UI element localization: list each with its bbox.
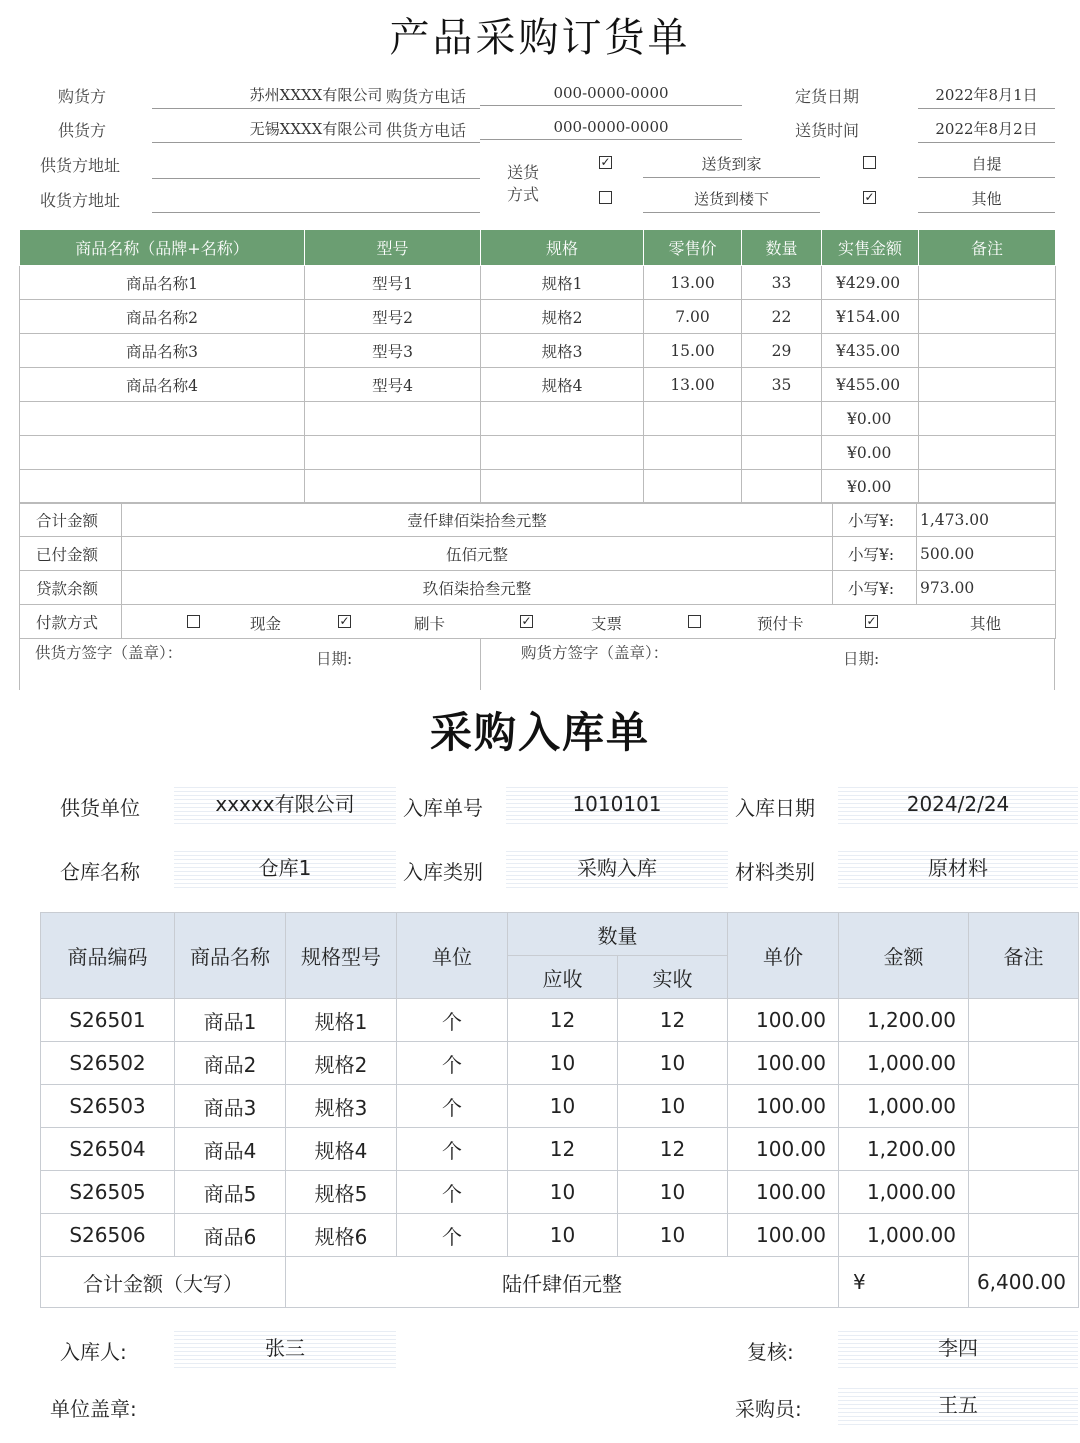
purchaser-label: 采购员: <box>735 1397 802 1421</box>
cell-remark <box>919 266 1056 300</box>
delivery-option-pickup: 自提 <box>918 153 1055 178</box>
cell-spec: 规格6 <box>286 1214 397 1257</box>
cell-unit-price: 100.00 <box>728 1128 839 1171</box>
cell-remark <box>969 1128 1079 1171</box>
order-table-header <box>20 230 1056 266</box>
cell-model <box>305 436 481 470</box>
cell-qty-due: 10 <box>508 1171 618 1214</box>
receipt-total: 6,400.00 <box>969 1257 1079 1308</box>
reviewer-field[interactable]: 李四 <box>838 1328 1078 1368</box>
cell-unit-price: 100.00 <box>728 1042 839 1085</box>
card-checkbox[interactable]: ✓ <box>339 614 350 628</box>
order-date-field[interactable]: 2022年8月1日 <box>918 84 1055 109</box>
paid-words: 伍佰元整 <box>122 537 833 571</box>
supplier-label: 供货方 <box>58 121 107 140</box>
delivery-option-other: 其他 <box>918 188 1055 213</box>
payment-prepaid-card: 预付卡 <box>757 615 804 633</box>
payment-other: 其他 <box>970 615 1002 633</box>
cell-spec: 规格1 <box>481 266 644 300</box>
cell-qty-due: 10 <box>508 1042 618 1085</box>
receiver-label: 入库人: <box>60 1340 127 1364</box>
balance-small: 973.00 <box>917 571 1056 605</box>
cell-remark <box>969 999 1079 1042</box>
receipt-currency: ¥ <box>839 1257 969 1308</box>
cell-product-name: 商品名称1 <box>20 266 305 300</box>
receipt-no-field[interactable]: 1010101 <box>506 784 728 824</box>
cell-code: S26506 <box>41 1214 175 1257</box>
order-item-row <box>20 300 1056 334</box>
cell-remark <box>919 402 1056 436</box>
total-words: 壹仟肆佰柒拾叁元整 <box>122 503 833 537</box>
warehouse-field[interactable]: 仓库1 <box>174 848 396 888</box>
receipt-total-words: 陆仟肆佰元整 <box>286 1257 839 1308</box>
cell-name: 商品4 <box>175 1128 286 1171</box>
prepaid-card-checkbox[interactable] <box>688 615 701 628</box>
cell-remark <box>919 334 1056 368</box>
receipt-date-label: 入库日期 <box>735 796 815 820</box>
buyer-phone-field[interactable]: 000-0000-0000 <box>480 84 742 106</box>
cell-spec: 规格3 <box>286 1085 397 1128</box>
cell-amount: 1,000.00 <box>839 1042 969 1085</box>
balance-words: 玖佰柒拾叁元整 <box>122 571 833 605</box>
order-form <box>0 0 1080 692</box>
delivery-method-label-2: 方式 <box>507 185 540 204</box>
cell-retail-price: 7.00 <box>644 300 742 334</box>
balance-small-label: 小写¥: <box>833 571 917 605</box>
home-delivery-checkbox[interactable]: ✓ <box>600 155 611 169</box>
cheque-checkbox[interactable]: ✓ <box>521 614 532 628</box>
order-item-row <box>20 436 1056 470</box>
cell-qty-actual: 10 <box>618 1171 728 1214</box>
receiver-address-field[interactable] <box>152 212 480 213</box>
delivery-option-downstairs: 送货到楼下 <box>643 188 820 213</box>
cell-qty-due: 12 <box>508 1128 618 1171</box>
delivery-option-home: 送货到家 <box>643 153 820 178</box>
balance-row <box>20 571 1056 605</box>
cell-unit-price: 100.00 <box>728 999 839 1042</box>
balance-label: 贷款余额 <box>20 571 122 605</box>
payment-row <box>20 605 1056 639</box>
cell-name: 商品1 <box>175 999 286 1042</box>
col-spec: 规格 <box>481 230 644 266</box>
col-amount: 金额 <box>839 913 969 999</box>
col-qty: 数量 <box>508 913 728 956</box>
supplier-address-label: 供货方地址 <box>40 156 121 175</box>
other-delivery-checkbox[interactable]: ✓ <box>864 190 875 204</box>
receipt-items-table <box>40 912 1079 1308</box>
col-spec-model: 规格型号 <box>286 913 397 999</box>
cell-qty-actual: 10 <box>618 1042 728 1085</box>
cell-spec <box>481 436 644 470</box>
cell-qty-due: 10 <box>508 1214 618 1257</box>
stamp-label: 单位盖章: <box>50 1397 137 1421</box>
order-item-row <box>20 368 1056 402</box>
order-title: 产品采购订货单 <box>389 15 691 61</box>
cell-retail-price <box>644 470 742 504</box>
col-code: 商品编码 <box>41 913 175 999</box>
cell-name: 商品5 <box>175 1171 286 1214</box>
order-item-row <box>20 470 1056 504</box>
col-receipt-remark: 备注 <box>969 913 1079 999</box>
supplier-address-field[interactable] <box>152 178 480 179</box>
supplier-phone-label: 供货方电话 <box>386 121 467 140</box>
cell-qty-actual: 12 <box>618 1128 728 1171</box>
cell-quantity: 29 <box>742 334 822 368</box>
cell-name: 商品6 <box>175 1214 286 1257</box>
cell-sale-amount: ¥154.00 <box>822 300 919 334</box>
downstairs-delivery-checkbox[interactable] <box>599 191 612 204</box>
receipt-form <box>0 692 1080 1443</box>
cell-code: S26505 <box>41 1171 175 1214</box>
cell-retail-price: 15.00 <box>644 334 742 368</box>
total-row <box>20 503 1056 537</box>
cell-retail-price: 13.00 <box>644 368 742 402</box>
cell-unit-price: 100.00 <box>728 1085 839 1128</box>
total-small-label: 小写¥: <box>833 503 917 537</box>
other-payment-checkbox[interactable]: ✓ <box>866 614 877 628</box>
cell-remark <box>969 1171 1079 1214</box>
order-totals-table <box>19 502 1056 639</box>
delivery-method-label: 送货 <box>507 163 540 182</box>
total-small: 1,473.00 <box>917 503 1056 537</box>
cell-product-name <box>20 436 305 470</box>
sign-border-mid <box>480 638 481 690</box>
cell-name: 商品2 <box>175 1042 286 1085</box>
cell-amount: 1,200.00 <box>839 999 969 1042</box>
cash-checkbox[interactable] <box>187 615 200 628</box>
col-qty-due: 应收 <box>508 956 618 999</box>
cell-name: 商品3 <box>175 1085 286 1128</box>
paid-label: 已付金额 <box>20 537 122 571</box>
cell-quantity: 22 <box>742 300 822 334</box>
receipt-item-row <box>41 1085 1079 1128</box>
cell-code: S26502 <box>41 1042 175 1085</box>
receipt-item-row <box>41 1214 1079 1257</box>
cell-product-name <box>20 402 305 436</box>
buyer-phone-label: 购货方电话 <box>386 87 467 106</box>
reviewer-label: 复核: <box>747 1340 794 1364</box>
sign-border-left <box>19 638 20 690</box>
col-remark: 备注 <box>919 230 1056 266</box>
cell-spec: 规格5 <box>286 1171 397 1214</box>
cell-retail-price <box>644 436 742 470</box>
order-item-row <box>20 266 1056 300</box>
order-date-label: 定货日期 <box>795 87 860 106</box>
col-unit-price: 单价 <box>728 913 839 999</box>
cell-unit: 个 <box>397 1128 508 1171</box>
col-quantity: 数量 <box>742 230 822 266</box>
cell-spec: 规格3 <box>481 334 644 368</box>
cell-qty-due: 12 <box>508 999 618 1042</box>
receipt-item-row <box>41 999 1079 1042</box>
cell-sale-amount: ¥0.00 <box>822 436 919 470</box>
cell-model <box>305 402 481 436</box>
payment-card: 刷卡 <box>414 615 446 633</box>
cell-unit-price: 100.00 <box>728 1214 839 1257</box>
cell-model: 型号3 <box>305 334 481 368</box>
cell-product-name <box>20 470 305 504</box>
order-item-row <box>20 402 1056 436</box>
buyer-sign-date-label: 日期: <box>843 650 880 668</box>
cell-unit: 个 <box>397 1214 508 1257</box>
receipt-item-row <box>41 1128 1079 1171</box>
col-qty-actual: 实收 <box>618 956 728 999</box>
paid-small-label: 小写¥: <box>833 537 917 571</box>
cell-qty-actual: 12 <box>618 999 728 1042</box>
cell-model: 型号4 <box>305 368 481 402</box>
cell-product-name: 商品名称3 <box>20 334 305 368</box>
col-unit: 单位 <box>397 913 508 999</box>
receipt-total-row <box>41 1257 1079 1308</box>
payment-label: 付款方式 <box>20 605 122 639</box>
cell-spec: 规格4 <box>286 1128 397 1171</box>
cell-product-name: 商品名称4 <box>20 368 305 402</box>
cell-spec: 规格1 <box>286 999 397 1042</box>
cell-remark <box>969 1214 1079 1257</box>
receipt-total-label: 合计金额（大写） <box>41 1257 286 1308</box>
cell-remark <box>919 470 1056 504</box>
sign-border-right <box>1054 638 1055 690</box>
cell-spec: 规格2 <box>286 1042 397 1085</box>
col-model: 型号 <box>305 230 481 266</box>
cell-model <box>305 470 481 504</box>
cell-quantity: 35 <box>742 368 822 402</box>
order-items-table <box>19 229 1056 504</box>
col-sale-amount: 实售金额 <box>822 230 919 266</box>
cell-remark <box>969 1085 1079 1128</box>
cell-remark <box>919 300 1056 334</box>
receiver-field[interactable]: 张三 <box>174 1328 396 1368</box>
col-product-name: 商品名称（品牌+名称） <box>20 230 305 266</box>
cell-spec <box>481 402 644 436</box>
payment-options <box>122 605 1056 639</box>
cell-retail-price <box>644 402 742 436</box>
paid-row <box>20 537 1056 571</box>
delivery-time-field[interactable]: 2022年8月2日 <box>918 118 1055 143</box>
cell-quantity <box>742 470 822 504</box>
cell-spec: 规格4 <box>481 368 644 402</box>
cell-qty-actual: 10 <box>618 1085 728 1128</box>
cell-sale-amount: ¥0.00 <box>822 402 919 436</box>
cell-unit-price: 100.00 <box>728 1171 839 1214</box>
paid-small: 500.00 <box>917 537 1056 571</box>
col-retail-price: 零售价 <box>644 230 742 266</box>
receipt-title: 采购入库单 <box>429 708 650 757</box>
material-type-field[interactable]: 原材料 <box>838 848 1078 888</box>
receipt-item-row <box>41 1171 1079 1214</box>
receipt-item-row <box>41 1042 1079 1085</box>
delivery-time-label: 送货时间 <box>795 121 860 140</box>
cell-sale-amount: ¥435.00 <box>822 334 919 368</box>
supplier-unit-label: 供货单位 <box>60 796 140 820</box>
cell-unit: 个 <box>397 1042 508 1085</box>
cell-model: 型号2 <box>305 300 481 334</box>
supplier-unit-field[interactable]: xxxxx有限公司 <box>174 784 396 824</box>
cell-remark <box>919 368 1056 402</box>
cell-spec <box>481 470 644 504</box>
self-pickup-checkbox[interactable] <box>863 156 876 169</box>
buyer-signature-label: 购货方签字（盖章）： <box>521 644 669 662</box>
supplier-phone-field[interactable]: 000-0000-0000 <box>480 118 742 140</box>
cell-remark <box>919 436 1056 470</box>
cell-amount: 1,000.00 <box>839 1171 969 1214</box>
purchaser-field[interactable]: 王五 <box>838 1385 1078 1425</box>
cell-code: S26503 <box>41 1085 175 1128</box>
cell-unit: 个 <box>397 1171 508 1214</box>
cell-code: S26504 <box>41 1128 175 1171</box>
total-label: 合计金额 <box>20 503 122 537</box>
supplier-signature-label: 供货方签字（盖章）： <box>35 644 183 662</box>
supplier-field[interactable]: 无锡XXXX有限公司 <box>152 118 480 143</box>
order-item-row <box>20 334 1056 368</box>
receipt-type-label: 入库类别 <box>403 860 483 884</box>
cell-amount: 1,000.00 <box>839 1214 969 1257</box>
warehouse-label: 仓库名称 <box>60 860 140 884</box>
cell-amount: 1,000.00 <box>839 1085 969 1128</box>
material-type-label: 材料类别 <box>735 860 815 884</box>
cell-code: S26501 <box>41 999 175 1042</box>
cell-unit: 个 <box>397 999 508 1042</box>
cell-quantity: 33 <box>742 266 822 300</box>
cell-sale-amount: ¥429.00 <box>822 266 919 300</box>
receiver-address-label: 收货方地址 <box>40 191 121 210</box>
cell-unit: 个 <box>397 1085 508 1128</box>
cell-amount: 1,200.00 <box>839 1128 969 1171</box>
payment-cheque: 支票 <box>591 615 623 633</box>
cell-retail-price: 13.00 <box>644 266 742 300</box>
receipt-no-label: 入库单号 <box>403 796 483 820</box>
cell-sale-amount: ¥455.00 <box>822 368 919 402</box>
cell-sale-amount: ¥0.00 <box>822 470 919 504</box>
buyer-field[interactable]: 苏州XXXX有限公司 <box>152 84 480 109</box>
cell-quantity <box>742 436 822 470</box>
cell-quantity <box>742 402 822 436</box>
col-name: 商品名称 <box>175 913 286 999</box>
receipt-type-field[interactable]: 采购入库 <box>506 848 728 888</box>
cell-qty-actual: 10 <box>618 1214 728 1257</box>
cell-spec: 规格2 <box>481 300 644 334</box>
cell-model: 型号1 <box>305 266 481 300</box>
supplier-sign-date-label: 日期: <box>316 650 353 668</box>
receipt-date-field[interactable]: 2024/2/24 <box>838 784 1078 824</box>
cell-product-name: 商品名称2 <box>20 300 305 334</box>
buyer-label: 购货方 <box>58 87 107 106</box>
cell-remark <box>969 1042 1079 1085</box>
cell-qty-due: 10 <box>508 1085 618 1128</box>
payment-cash: 现金 <box>250 615 282 633</box>
